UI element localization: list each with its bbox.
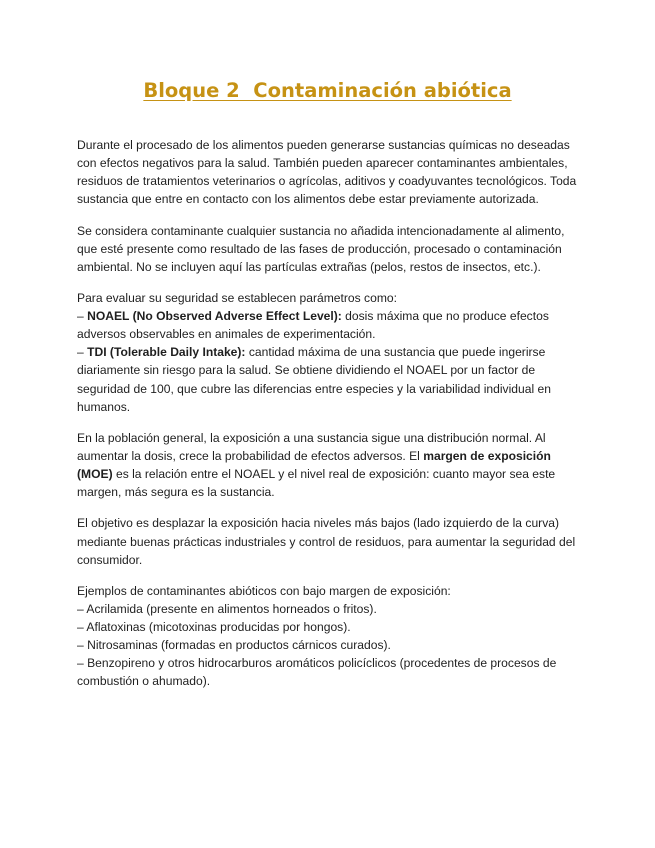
parameter-tdi — [77, 343, 577, 415]
noael-definition: dosis máxima que no produce efectos adversos observables en animales de experimentación. — [77, 309, 549, 342]
moe-text-before: En la población general, la exposición a una sustancia sigue una distribución normal. Al aumentar la dosis, crece la probabilidad de efectos adversos. El — [77, 430, 546, 463]
document-title-text: Bloque 2 Contaminación abiótica — [143, 79, 512, 102]
list-item: – Acrilamida (presente en alimentos horneados o fritos). — [77, 602, 377, 616]
tdi-definition: cantidad máxima de una sustancia que puede ingerirse diariamente sin riesgo para la salud. Se obtiene dividiendo el NOAEL por un factor de seguridad de 100, que cubre las diferencias entre especies y la variabilidad individual en humanos. — [77, 345, 551, 414]
noael-prefix: – — [77, 309, 88, 324]
list-item: – Benzopireno y otros hidrocarburos aromáticos policíclicos (procedentes de procesos de combustión o ahumado). — [77, 656, 557, 689]
parameter-noael — [77, 307, 577, 343]
list-item: – Aflatoxinas (micotoxinas producidas por hongos). — [77, 620, 351, 635]
examples-intro: Ejemplos de contaminantes abióticos con bajo margen de exposición: — [77, 583, 451, 598]
tdi-term: TDI (Tolerable Daily Intake): — [87, 345, 246, 360]
paragraph-moe — [77, 429, 577, 501]
moe-term: margen de exposición (MOE) — [77, 448, 551, 482]
noael-term: NOAEL (No Observed Adverse Effect Level): — [87, 309, 342, 324]
document-body — [77, 136, 577, 704]
moe-text-after: es la relación entre el NOAEL y el nivel real de exposición: cuanto mayor sea este margen, más segura es la sustancia. — [77, 467, 556, 500]
tdi-prefix: – — [77, 345, 88, 360]
paragraph-parameters — [77, 289, 577, 416]
paragraph-definition: Se considera contaminante cualquier sustancia no añadida intencionadamente al alimento, que esté presente como resultado de las fases de producción, procesado o contaminación ambiental. No se incluyen aquí las partículas extrañas (pelos, restos de insectos, etc.). — [77, 223, 565, 274]
list-item: – Nitrosaminas (formadas en productos cárnicos curados). — [77, 638, 391, 653]
paragraph-objective: El objetivo es desplazar la exposición hacia niveles más bajos (lado izquierdo de la curva) mediante buenas prácticas industriales y control de residuos, para aumentar la seguridad del consumidor. — [77, 516, 576, 567]
paragraph-intro: Durante el procesado de los alimentos pueden generarse sustancias químicas no deseadas con efectos negativos para la salud. También pueden aparecer contaminantes ambientales, residuos de tratamientos veterinarios o agrícolas, aditivos y coadyuvantes tecnológicos. Toda sustancia que entre en contacto con los alimentos debe estar previamente autorizada. — [77, 138, 577, 207]
parameters-intro: Para evaluar su seguridad se establecen parámetros como: — [77, 291, 397, 306]
document-title — [0, 78, 655, 104]
paragraph-examples — [77, 582, 577, 691]
